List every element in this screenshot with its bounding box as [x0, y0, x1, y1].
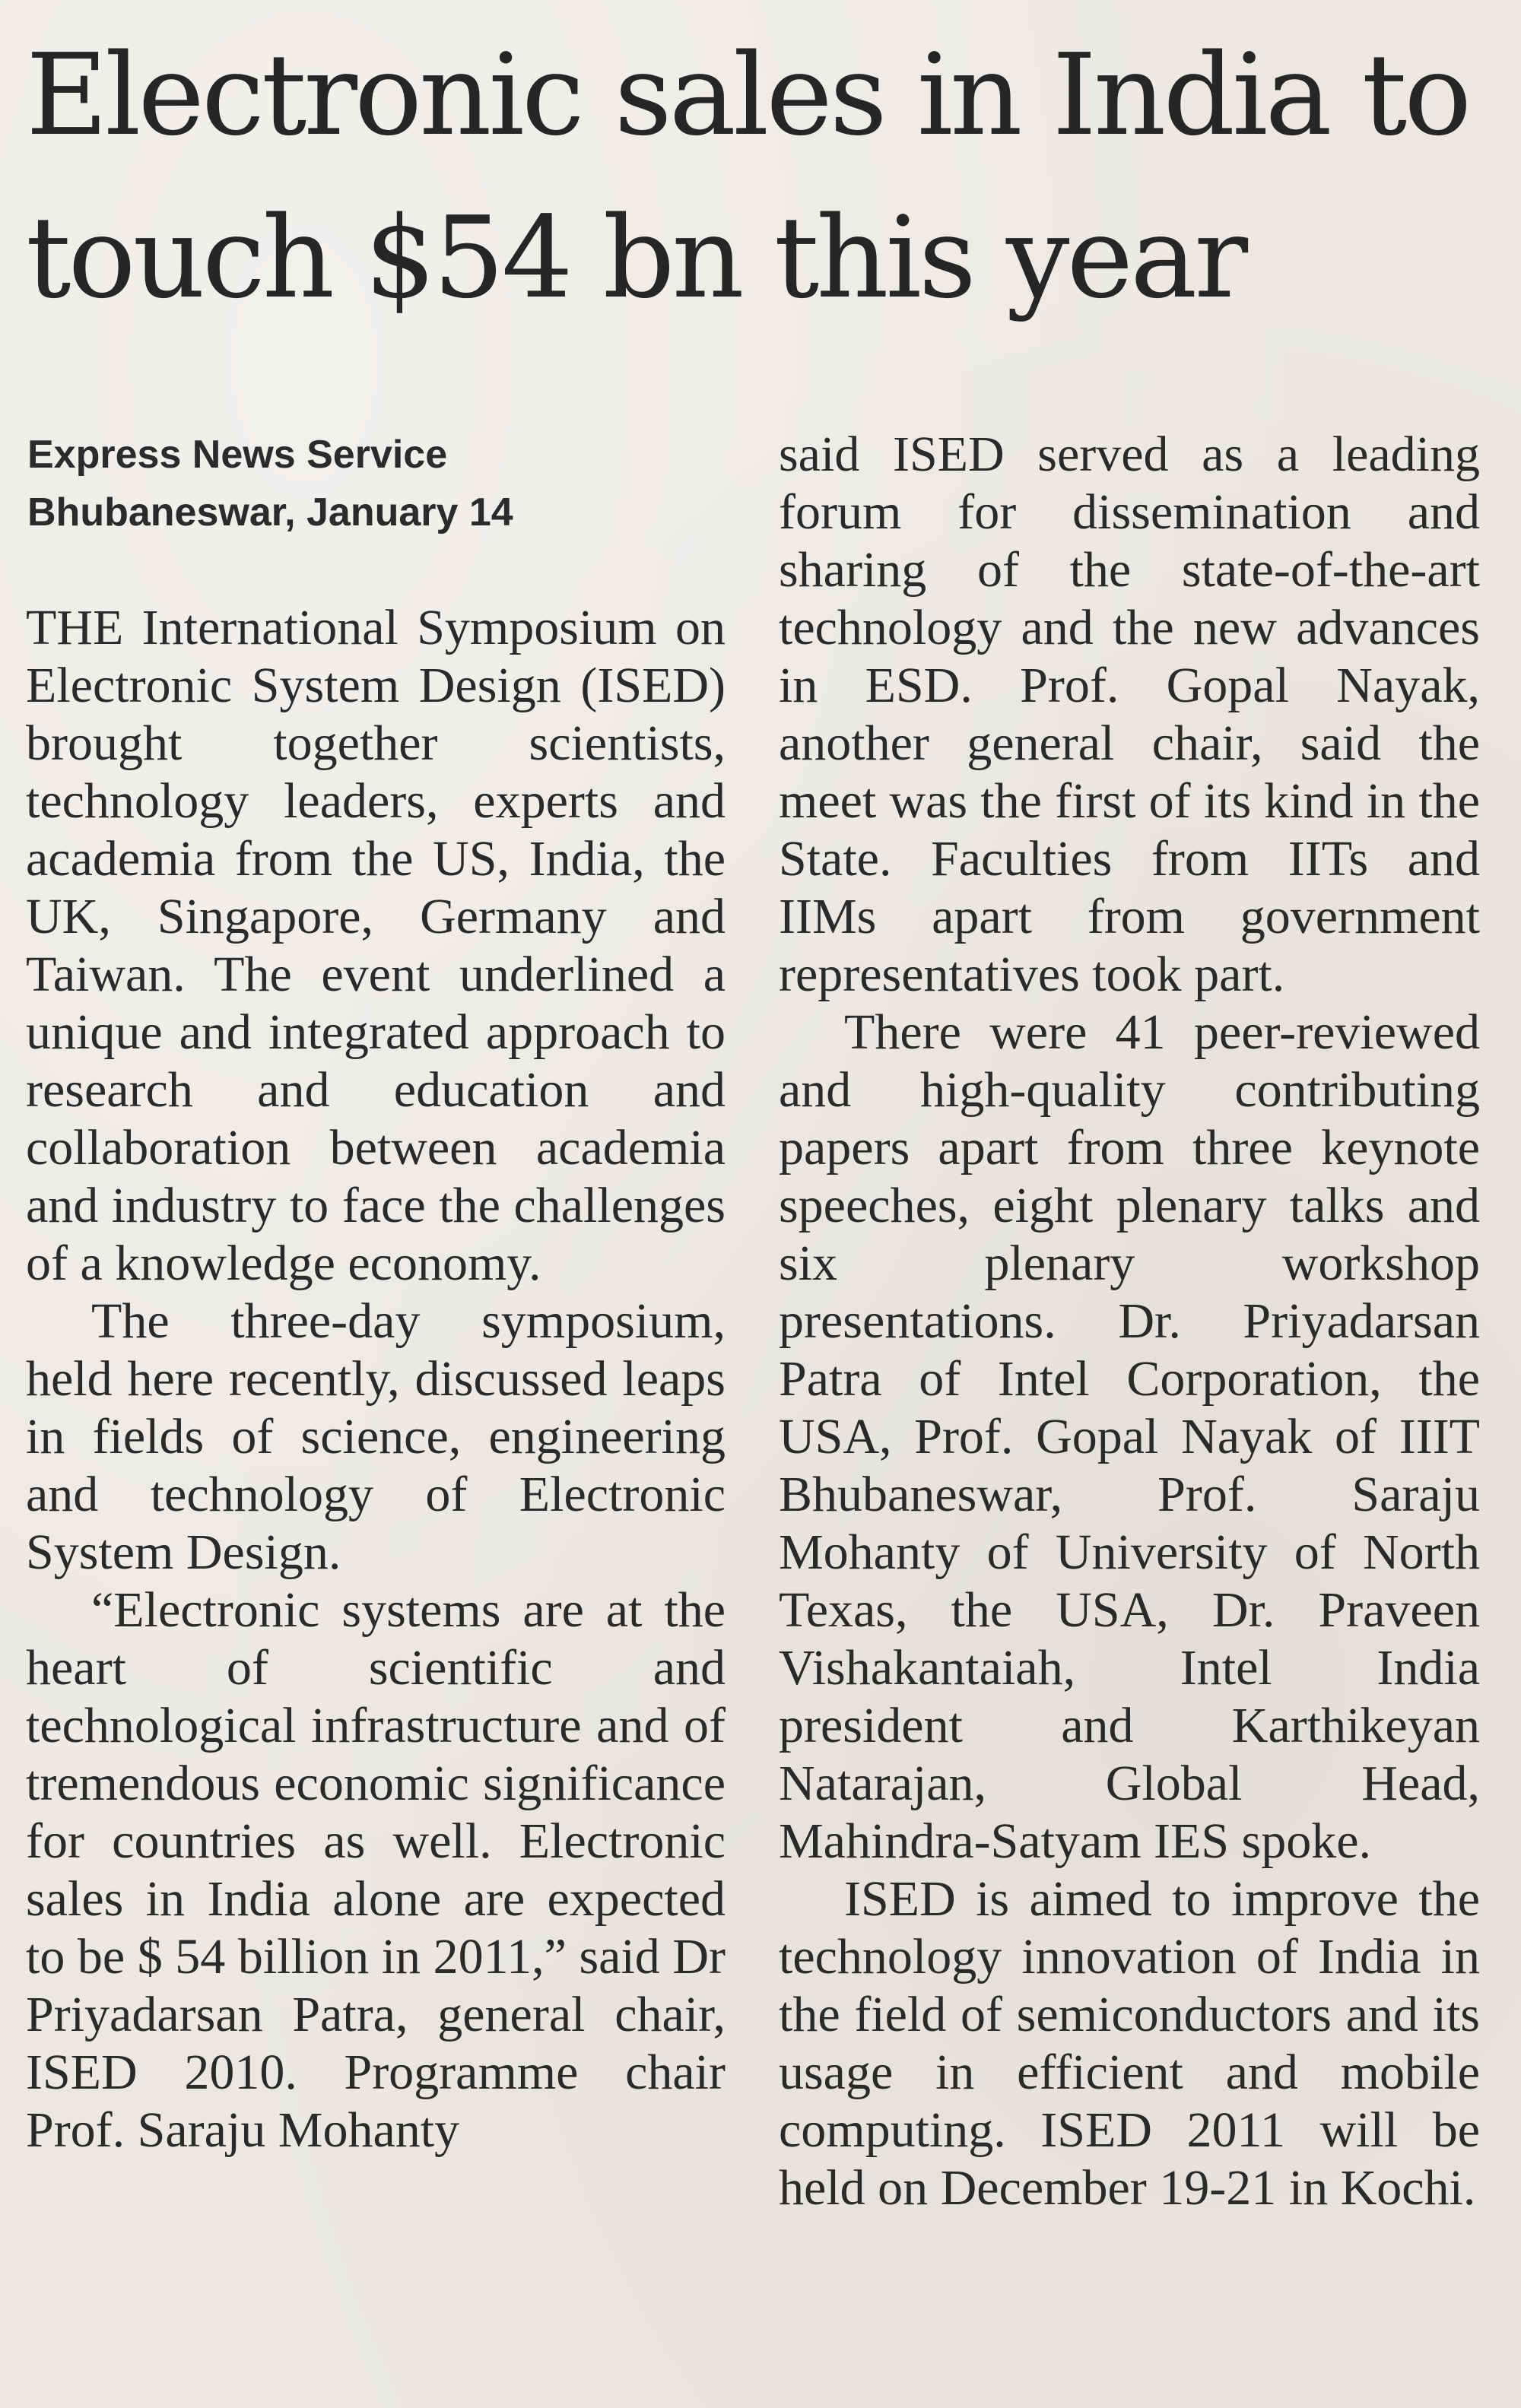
byline — [27, 426, 712, 541]
article-paragraph: The three-day symposium, held here recently, discussed leaps in fields of science, engineering and technology of Electronic System Design. — [26, 1293, 726, 1580]
article-paragraph: “Electronic systems are at the heart of scientific and technological infrastructure and of tremendous economic significance for countries as well. Electronic sales in India alone are expected to be $ 54 billion in 2011,” said Dr Priyadarsan Patra, general chair, ISED 2010. Programme chair Prof. Saraju Mohanty — [26, 1582, 726, 2158]
article-paragraph: said ISED served as a leading forum for dissemination and sharing of the state-of-the-art technology and the new advances in ESD. Prof. Gopal Nayak, another general chair, said the meet was the first of its kind in the State. Faculties from IITs and IIMs apart from government representatives took part. — [779, 427, 1480, 1002]
article-paragraph: THE International Symposium on Electronic System Design (ISED) brought together scientists, technology leaders, experts and academia from the US, India, the UK, Singapore, Germany and Taiwan. The event underlined a unique and integrated approach to research and education and collaboration between academia and industry to face the challenges of a knowledge economy. — [26, 600, 726, 1291]
byline-dateline: Bhubaneswar, January 14 — [27, 490, 513, 535]
article-column-left — [26, 599, 726, 2159]
article-paragraph: ISED is aimed to improve the technology innovation of India in the field of semiconductors and its usage in efficient and mobile computing. ISED 2011 will be held on December 19-21 in Kochi. — [779, 1871, 1480, 2216]
article-paragraph: There were 41 peer-reviewed and high-quality contributing papers apart from three keynote speeches, eight plenary talks and six plenary workshop presentations. Dr. Priyadarsan Patra of Intel Corporation, the USA, Prof. Gopal Nayak of IIIT Bhubaneswar, Prof. Saraju Mohanty of University of North Texas, the USA, Dr. Praveen Vishakantaiah, Intel India president and Karthikeyan Natarajan, Global Head, Mahindra-Satyam IES spoke. — [779, 1004, 1480, 1869]
headline-line: Electronic sales in India to — [26, 30, 1469, 160]
headline-line: touch $54 bn this year — [26, 192, 1246, 323]
headline — [26, 14, 1501, 339]
byline-agency: Express News Service — [27, 433, 448, 477]
article-column-right — [779, 426, 1480, 2217]
